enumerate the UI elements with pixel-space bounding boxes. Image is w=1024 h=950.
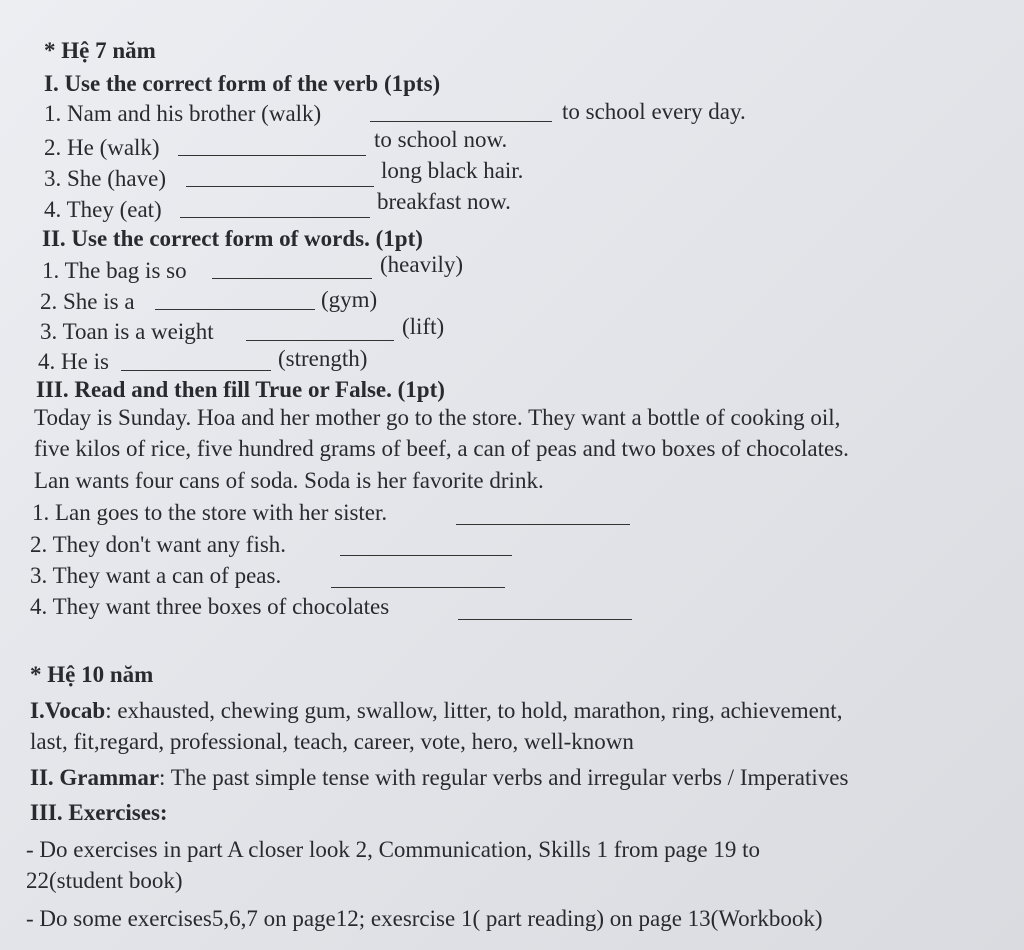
vocab-text: : exhausted, chewing gum, swallow, litter, to hold, marathon, ring, achievement,: [105, 698, 843, 723]
vocab-line2: last, fit,regard, professional, teach, career, vote, hero, well-known: [30, 729, 634, 754]
part1-q2-suffix: to school now.: [374, 127, 508, 152]
part2-q2-blank[interactable]: [155, 309, 315, 310]
part3-title: III. Read and then fill True or False. (1pt): [36, 377, 445, 402]
part3-q4-prompt: 4. They want three boxes of chocolates: [30, 594, 390, 619]
part1-q1-prompt: 1. Nam and his brother (walk): [44, 101, 322, 126]
part2-q2-suffix: (gym): [321, 287, 378, 312]
part1-q1-blank[interactable]: [370, 121, 552, 122]
part1-q4-suffix: breakfast now.: [377, 189, 511, 214]
exercises-title: III. Exercises:: [30, 800, 168, 825]
part2-q4-prompt: 4. He is: [38, 349, 109, 374]
grammar-text: : The past simple tense with regular verbs and irregular verbs / Imperatives: [159, 765, 849, 790]
section7-heading: * Hệ 7 năm: [44, 38, 156, 63]
section10-heading: * Hệ 10 năm: [30, 662, 154, 687]
part1-q1-suffix: to school every day.: [562, 99, 746, 124]
part3-passage-line3: Lan wants four cans of soda. Soda is her favorite drink.: [34, 468, 544, 493]
part3-passage-line1: Today is Sunday. Hoa and her mother go to the store. They want a bottle of cooking oil,: [34, 405, 841, 430]
vocab-line1: [30, 697, 842, 725]
part3-passage-line2: five kilos of rice, five hundred grams of beef, a can of peas and two boxes of chocolates.: [34, 436, 849, 461]
part2-q1-suffix: (heavily): [380, 252, 464, 277]
part2-q1-prompt: 1. The bag is so: [42, 258, 187, 283]
exercises-item1-line1: - Do exercises in part A closer look 2, Communication, Skills 1 from page 19 to: [26, 837, 760, 862]
part1-q2-prompt: 2. He (walk): [44, 135, 160, 160]
part1-q3-blank[interactable]: [186, 186, 374, 187]
vocab-label: I.Vocab: [30, 698, 106, 723]
part2-title: II. Use the correct form of words. (1pt): [42, 226, 423, 251]
part2-q1-blank[interactable]: [212, 278, 372, 279]
grammar-label: II. Grammar: [30, 765, 160, 790]
part1-q3-prompt: 3. She (have): [44, 166, 166, 191]
part2-q4-blank[interactable]: [121, 370, 271, 371]
part3-q1-blank[interactable]: [456, 524, 630, 525]
part2-q3-blank[interactable]: [246, 340, 394, 341]
part2-q3-prompt: 3. Toan is a weight: [40, 319, 214, 344]
part1-title: I. Use the correct form of the verb (1pts): [44, 71, 441, 96]
grammar-line: [30, 764, 848, 792]
part3-q2-blank[interactable]: [340, 555, 512, 556]
exercises-item1-line2: 22(student book): [26, 868, 183, 893]
part1-q4-blank[interactable]: [180, 217, 370, 218]
part3-q3-blank[interactable]: [331, 587, 505, 588]
part1-q2-blank[interactable]: [178, 155, 366, 156]
part3-q2-prompt: 2. They don't want any fish.: [30, 532, 287, 557]
part3-q3-prompt: 3. They want a can of peas.: [30, 563, 282, 588]
part2-q2-prompt: 2. She is a: [40, 289, 135, 314]
part1-q3-suffix: long black hair.: [381, 158, 524, 183]
part3-q1-prompt: 1. Lan goes to the store with her sister.: [32, 500, 388, 525]
part2-q4-suffix: (strength): [278, 346, 368, 371]
part3-q4-blank[interactable]: [458, 619, 632, 620]
exercises-item2: - Do some exercises5,6,7 on page12; exesrcise 1( part reading) on page 13(Workbook): [26, 906, 823, 931]
part1-q4-prompt: 4. They (eat): [44, 197, 162, 222]
part2-q3-suffix: (lift): [402, 314, 445, 339]
